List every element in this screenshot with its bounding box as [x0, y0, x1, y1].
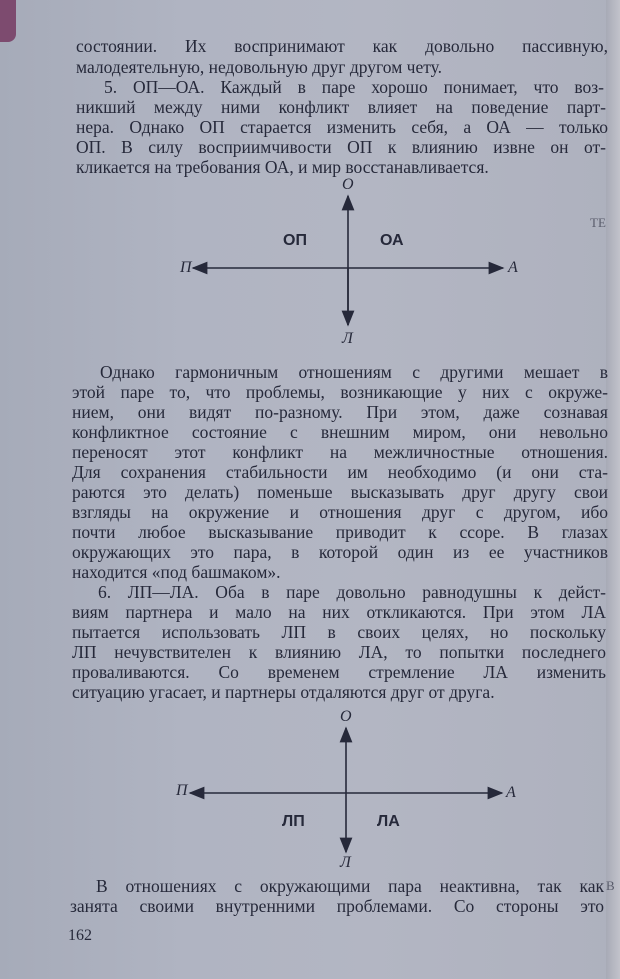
- quadrant-label-right: ЛА: [377, 813, 400, 830]
- text-line: пытается использовать ЛП в своих целях, но поскольку: [72, 622, 606, 642]
- margin-mark: В: [606, 878, 615, 893]
- quadrant-label-left: ОП: [283, 232, 307, 249]
- axis-label-left: П: [176, 782, 188, 799]
- text-line: занята своими внутренними проблемами. Со стороны это: [70, 896, 604, 916]
- axis-label-bottom: Л: [340, 854, 351, 871]
- text-line: раются это делать) поменьше высказывать друг другу свои: [72, 482, 608, 502]
- axis-label-top: О: [340, 708, 352, 725]
- text-line: почти любое высказывание приводит к ссоре. В глазах: [72, 522, 608, 542]
- axis-label-left: П: [180, 259, 192, 276]
- axis-label-right: А: [506, 784, 516, 801]
- text-line: ЛП нечувствителен к влиянию ЛА, то попытки последнего: [72, 642, 606, 662]
- text-line: В отношениях с окружающими пара неактивна, так как: [96, 876, 604, 896]
- text-line: взгляды на окружение и отношения друг с другом, ибо: [72, 502, 608, 522]
- text-line: Однако гармоничным отношениям с другими мешает в: [100, 362, 608, 382]
- quadrant-label-left: ЛП: [282, 813, 305, 830]
- text-line: этой паре то, что проблемы, возникающие у них с окруже-: [72, 382, 608, 402]
- text-line: кликается на требования ОА, и мир восстанавливается.: [76, 157, 489, 177]
- axis-label-right: А: [508, 259, 518, 276]
- text-line: Для сохранения стабильности им необходимо (и они ста-: [72, 462, 608, 482]
- text-line: виям партнера и мало на них откликаются. При этом ЛА: [72, 602, 606, 622]
- page-number: 162: [68, 927, 92, 944]
- quadrant-label-right: ОА: [380, 232, 404, 249]
- text-line: нием, они видят по-разному. При этом, даже сознавая: [72, 402, 608, 422]
- axis-label-bottom: Л: [342, 330, 353, 347]
- text-line: ОП. В силу восприимчивости ОП к влиянию извне он от-: [76, 137, 606, 157]
- text-line: ситуацию угасает, и партнеры отдаляются друг от друга.: [72, 682, 495, 702]
- text-line: находится «под башмаком».: [72, 562, 281, 582]
- text-line: конфликтное состояние с внешним миром, они невольно: [72, 422, 608, 442]
- text-line: никший между ними конфликт влияет на поведение парт-: [76, 97, 606, 117]
- text-line: окружающих это пара, в которой один из ее участников: [72, 542, 608, 562]
- text-line: нера. Однако ОП старается изменить себя, а ОА — только: [76, 117, 608, 137]
- text-line: 6. ЛП—ЛА. Оба в паре довольно равнодушны к дейст-: [98, 582, 606, 602]
- text-line: проваливаются. Со временем стремление ЛА изменить: [72, 662, 606, 682]
- text-line: переносят этот конфликт на межличностные отношения.: [72, 442, 608, 462]
- text-line: состоянии. Их воспринимают как довольно пассивную,: [76, 36, 608, 56]
- margin-mark: ТЕ: [590, 215, 606, 230]
- axis-label-top: О: [342, 176, 354, 193]
- text-line: 5. ОП—ОА. Каждый в паре хорошо понимает, что воз-: [104, 77, 604, 97]
- text-line: малодеятельную, недовольную друг другом чету.: [76, 57, 443, 77]
